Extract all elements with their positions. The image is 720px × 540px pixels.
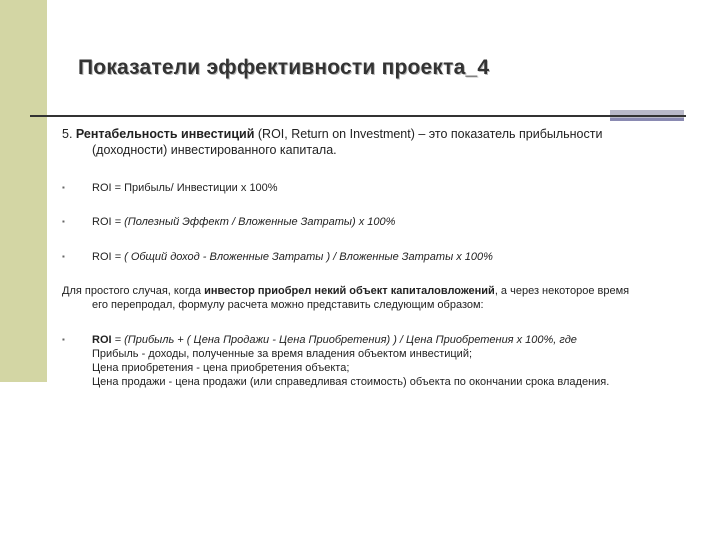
formula-explanation-2: Цена приобретения - цена приобретения объекта; <box>92 362 350 374</box>
bullet-square-icon: ▪ <box>62 252 65 261</box>
simple-case-note <box>62 284 692 312</box>
formula-text: = ( Общий доход - Вложенные Затраты ) / Вложенные Затраты х 100% <box>111 251 493 263</box>
formula-text: = Прибыль/ Инвестиции х 100% <box>111 182 278 194</box>
title-rule <box>30 115 686 117</box>
note-bold: инвестор приобрел некий объект капиталовложений <box>204 285 495 297</box>
definition-text-line2: (доходности) инвестированного капитала. <box>92 143 337 157</box>
formula-lead: ROI <box>92 251 112 263</box>
bullet-square-icon: ▪ <box>62 217 65 226</box>
definition-text: (ROI, Return on Investment) – это показатель прибыльности <box>254 127 603 141</box>
formula-explanation-3: Цена продажи - цена продажи (или справедливая стоимость) объекта по окончании срока владения. <box>92 376 610 388</box>
formula-lead: ROI <box>92 216 112 228</box>
left-bar-gap <box>0 382 47 540</box>
note-prefix: Для простого случая, когда <box>62 285 205 297</box>
bullet-square-icon: ▪ <box>62 335 65 344</box>
formula-lead: ROI <box>92 182 112 194</box>
definition-term: Рентабельность инвестиций <box>75 127 255 141</box>
note-line2: его перепродал, формулу расчета можно представить следующим образом: <box>92 299 484 311</box>
formula-text: = (Прибыль + ( Цена Продажи - Цена Приобретения) ) / Цена Приобретения х 100%, где <box>111 334 577 346</box>
roi-definition <box>62 126 692 158</box>
note-suffix: , а через некоторое время <box>494 285 630 297</box>
bullet-square-icon: ▪ <box>62 183 65 192</box>
slide-title: Показатели эффективности проекта_4 <box>78 56 490 79</box>
title-rule-accent-line <box>610 118 684 121</box>
formula-explanation-1: Прибыль - доходы, полученные за время владения объектом инвестиций; <box>92 348 473 360</box>
formula-lead: ROI <box>92 334 112 346</box>
definition-number: 5. <box>62 127 76 141</box>
formula-text: = (Полезный Эффект / Вложенные Затраты) х 100% <box>111 216 396 228</box>
